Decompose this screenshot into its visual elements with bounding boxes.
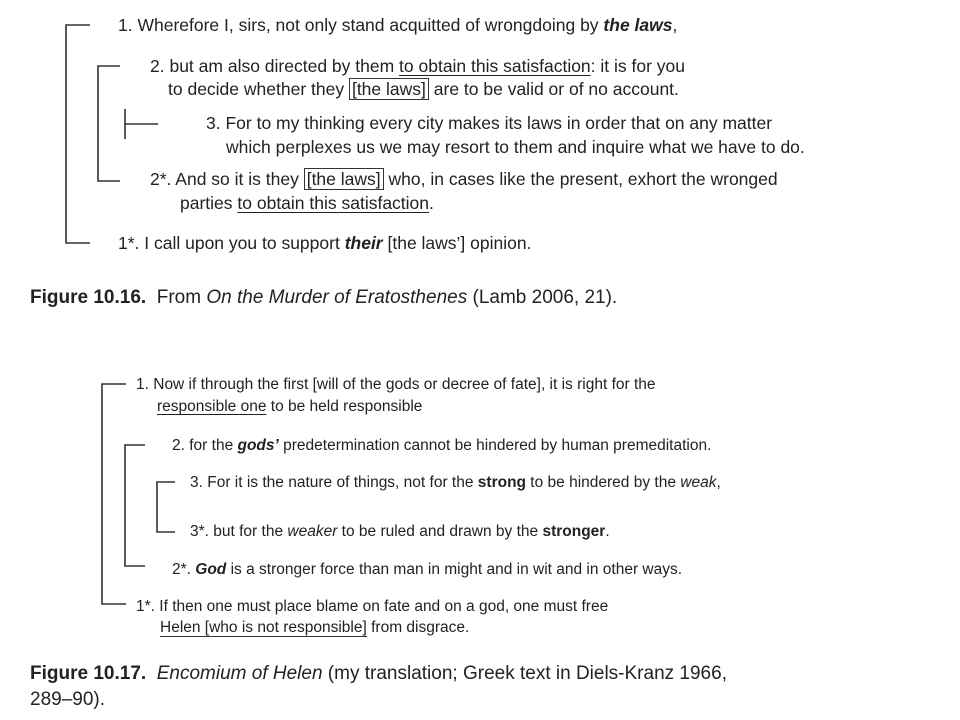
caption-text: (my translation; Greek text in Diels-Kranz 1966,: [322, 663, 727, 684]
emphasis: the laws: [603, 15, 673, 35]
text: is a stronger force than man in might and in wit and in other ways.: [226, 561, 683, 578]
underlined-phrase: to obtain this satisfaction: [399, 56, 591, 76]
fig1-line-2star-b: [180, 192, 434, 215]
caption-label: Figure 10.16.: [30, 287, 147, 308]
fig1-line-2b: [168, 78, 679, 101]
text: to be held responsible: [266, 398, 423, 415]
fig1-line-3b: [226, 136, 805, 159]
bracket-level-2-top: [98, 66, 120, 181]
text: .: [605, 523, 610, 540]
fig2-line-1star-b: [160, 617, 469, 638]
item-number: 2*.: [172, 561, 191, 578]
text: but for the: [208, 523, 288, 540]
caption-text: From: [146, 287, 207, 308]
text: : it is for you: [590, 56, 686, 76]
text: predetermination cannot be hindered by human premeditation.: [278, 437, 712, 454]
fig1-line-2a: [150, 55, 685, 78]
fig2-line-1star-a: [136, 596, 608, 617]
fig2-line-1a: [136, 374, 656, 395]
text: Wherefore I, sirs, not only stand acquitted of wrongdoing by: [132, 15, 604, 35]
text: to be hindered by the: [526, 474, 681, 491]
fig2-line-2star: [172, 559, 682, 580]
text: .: [429, 193, 434, 213]
emphasis: God: [195, 561, 227, 578]
boxed-gloss: [the laws]: [349, 78, 429, 100]
item-number: 1.: [118, 15, 133, 35]
item-number: 1.: [136, 376, 149, 393]
caption-text: [146, 663, 157, 684]
fig1-line-1star: [118, 232, 531, 255]
text: [the laws’] opinion.: [382, 233, 532, 253]
fig2-line-3: [190, 472, 721, 493]
text: are to be valid or of no account.: [428, 79, 679, 99]
bracket-level-3-bottom: [157, 482, 175, 532]
item-number: 3.: [206, 113, 221, 133]
fig1-line-2star-a: [150, 168, 778, 191]
text: who, in cases like the present, exhort the wronged: [383, 169, 778, 189]
strong-word: strong: [477, 474, 526, 491]
bracket-level-2-bottom: [125, 445, 145, 566]
bracket-level-3-top: [125, 109, 158, 139]
fig1-line-3a: [206, 112, 772, 135]
text: If then one must place blame on fate and on a god, one must free: [154, 598, 609, 615]
fig2-line-1b: [157, 396, 422, 417]
boxed-gloss: [the laws]: [304, 168, 384, 190]
italic-word: weaker: [287, 523, 338, 540]
item-number: 2.: [172, 437, 185, 454]
text: but am also directed by them: [164, 56, 400, 76]
text: I call upon you to support: [139, 233, 345, 253]
bracket-level-1-top: [66, 25, 90, 243]
emphasis: their: [344, 233, 383, 253]
text: ,: [716, 474, 721, 491]
emphasis: gods’: [237, 437, 279, 454]
text: to decide whether they: [168, 79, 349, 99]
caption-text: 289–90).: [30, 689, 106, 710]
text: For to my thinking every city makes its laws in order that on any matter: [220, 113, 773, 133]
caption-title: On the Murder of Eratosthenes: [206, 287, 468, 308]
text: Now if through the first [will of the gods or decree of fate], it is right for the: [148, 376, 656, 393]
caption-title: Encomium of Helen: [156, 663, 323, 684]
figure-10-17-caption-cont: [30, 687, 105, 713]
strong-word: stronger: [542, 523, 606, 540]
fig2-line-3star: [190, 521, 610, 542]
text: to be ruled and drawn by the: [337, 523, 543, 540]
text: for the: [184, 437, 238, 454]
item-number: 2.: [150, 56, 165, 76]
text: And so it is they: [171, 169, 304, 189]
italic-word: weak: [680, 474, 717, 491]
text: from disgrace.: [366, 619, 470, 636]
fig1-line-1: [118, 14, 677, 37]
fig2-line-2: [172, 435, 711, 456]
item-number: 1*.: [118, 233, 140, 253]
text: ,: [672, 15, 678, 35]
caption-label: Figure 10.17.: [30, 663, 147, 684]
underlined-phrase: Helen [who is not responsible]: [160, 619, 367, 636]
figure-10-17-caption: [30, 661, 727, 687]
item-number: 1*.: [136, 598, 155, 615]
underlined-phrase: responsible one: [157, 398, 267, 415]
item-number: 3*.: [190, 523, 209, 540]
bracket-level-1-bottom: [102, 384, 126, 604]
item-number: 2*.: [150, 169, 172, 189]
figure-10-16-caption: [30, 285, 617, 311]
caption-text: (Lamb 2006, 21).: [467, 287, 618, 308]
text: parties: [180, 193, 238, 213]
item-number: 3.: [190, 474, 203, 491]
underlined-phrase: to obtain this satisfaction: [237, 193, 430, 213]
text: which perplexes us we may resort to them and inquire what we have to do.: [226, 137, 805, 157]
text: For it is the nature of things, not for the: [202, 474, 478, 491]
